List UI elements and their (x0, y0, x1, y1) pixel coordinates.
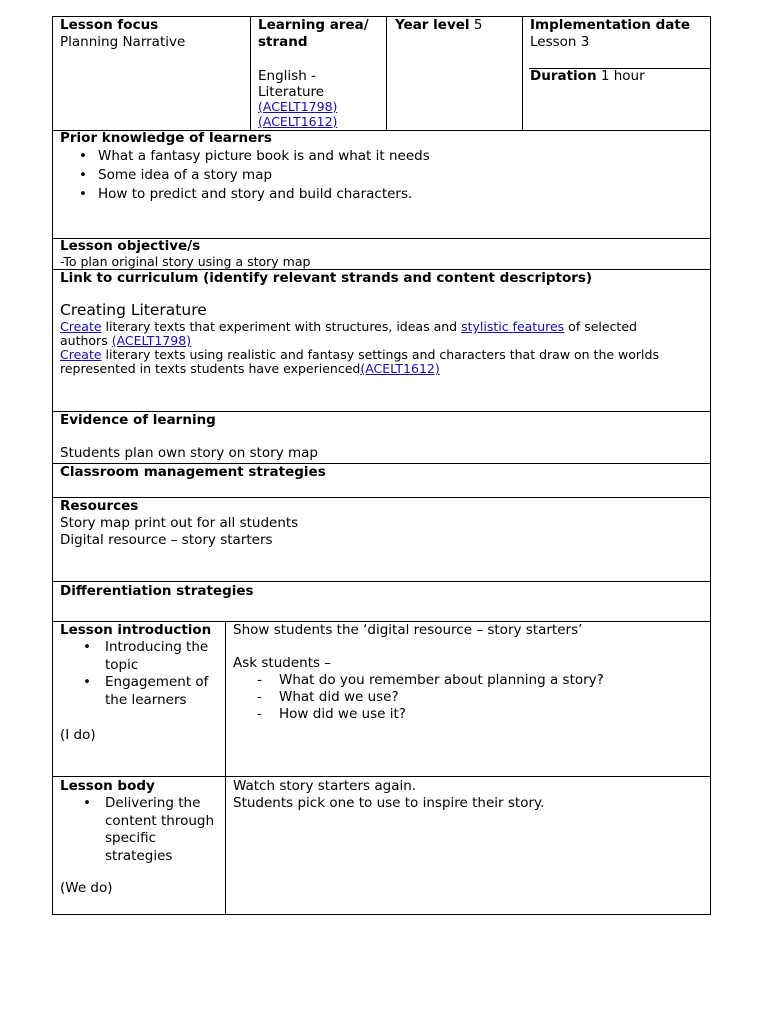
lesson-focus-value: Planning Narrative (60, 34, 186, 50)
list-item-line: content through (105, 812, 215, 829)
body-mode: (We do) (60, 880, 113, 896)
row-divider (52, 776, 711, 777)
list-item (52, 674, 208, 709)
year-level (395, 17, 482, 34)
row-divider (52, 581, 711, 582)
list-item-line: topic (105, 656, 139, 673)
list-item (52, 639, 208, 674)
introduction-line: Show students the ‘digital resource – story starters’ (233, 622, 583, 638)
objectives-text: -To plan original story using a story map (60, 254, 311, 269)
prior-knowledge-list (52, 147, 430, 204)
body-line: Watch story starters again. (233, 778, 417, 794)
table-border-right (710, 16, 711, 915)
row-divider (52, 497, 711, 498)
create-link[interactable]: Create (60, 319, 102, 334)
list-item: • How to predict and story and build characters. (52, 185, 430, 204)
year-level-label: Year level (395, 17, 470, 33)
prior-knowledge-heading: Prior knowledge of learners (60, 130, 272, 146)
evidence-text: Students plan own story on story map (60, 445, 318, 461)
body-heading: Lesson body (60, 778, 155, 794)
curriculum-text: of selected (564, 319, 637, 334)
stylistic-features-link[interactable]: stylistic features (461, 319, 565, 334)
table-border-bottom (52, 914, 711, 915)
year-level-value: 5 (473, 17, 483, 33)
curriculum-heading: Link to curriculum (identify relevant strands and content descriptors) (60, 270, 593, 286)
col-divider (522, 16, 523, 131)
list-item-line: specific (105, 830, 157, 846)
curriculum-code-link[interactable]: (ACELT1612) (258, 114, 338, 129)
col-divider (225, 621, 226, 915)
duration-label: Duration (530, 68, 597, 84)
duration (530, 68, 645, 85)
list-item-line: Engagement of (105, 674, 209, 690)
list-item: - How did we use it? (233, 706, 604, 723)
list-item-line: the learners (105, 691, 187, 708)
list-item: • Some idea of a story map (52, 166, 430, 185)
learning-area-value-2: Literature (258, 84, 325, 100)
col-divider (386, 16, 387, 131)
curriculum-text: represented in texts students have experienced (60, 361, 361, 376)
list-item-line: Introducing the (105, 639, 209, 655)
duration-value: 1 hour (600, 68, 645, 84)
curriculum-line (60, 362, 440, 376)
introduction-heading: Lesson introduction (60, 622, 212, 638)
list-item-line: Delivering the (105, 795, 201, 811)
list-item: • What a fantasy picture book is and what it needs (52, 147, 430, 166)
curriculum-subheading: Creating Literature (60, 301, 207, 319)
introduction-mode: (I do) (60, 727, 96, 743)
list-item: - What do you remember about planning a story? (233, 672, 604, 689)
learning-area-label: Learning area/ (258, 17, 369, 33)
curriculum-line (60, 348, 659, 362)
differentiation-heading: Differentiation strategies (60, 583, 254, 599)
questions-list (233, 672, 604, 723)
create-link[interactable]: Create (60, 347, 102, 362)
curriculum-line (60, 320, 637, 334)
curriculum-text: literary texts that experiment with structures, ideas and (101, 319, 462, 334)
introduction-list (52, 639, 208, 709)
implementation-value: Lesson 3 (530, 34, 590, 50)
list-item (52, 795, 214, 865)
body-list (52, 795, 214, 865)
objectives-heading: Lesson objective/s (60, 238, 201, 254)
evidence-heading: Evidence of learning (60, 412, 216, 428)
curriculum-line (60, 334, 191, 348)
lesson-focus-label: Lesson focus (60, 17, 159, 33)
curriculum-code-link[interactable]: (ACELT1612) (360, 361, 440, 376)
curriculum-code-link[interactable]: (ACELT1798) (258, 99, 338, 114)
list-item: - What did we use? (233, 689, 604, 706)
curriculum-code-link[interactable]: (ACELT1798) (111, 333, 192, 348)
learning-area-value: English - (258, 68, 316, 84)
curriculum-text: authors (60, 333, 112, 348)
resources-line: Digital resource – story starters (60, 532, 273, 548)
curriculum-text: literary texts using realistic and fantasy settings and characters that draw on the worlds (101, 347, 659, 362)
learning-area-label-2: strand (258, 34, 308, 50)
implementation-label: Implementation date (530, 17, 690, 33)
resources-heading: Resources (60, 498, 139, 514)
classroom-heading: Classroom management strategies (60, 464, 326, 480)
body-line: Students pick one to use to inspire their story. (233, 795, 545, 811)
list-item-line: strategies (105, 847, 173, 864)
col-divider (250, 16, 251, 131)
introduction-line: Ask students – (233, 655, 332, 671)
resources-line: Story map print out for all students (60, 515, 299, 531)
